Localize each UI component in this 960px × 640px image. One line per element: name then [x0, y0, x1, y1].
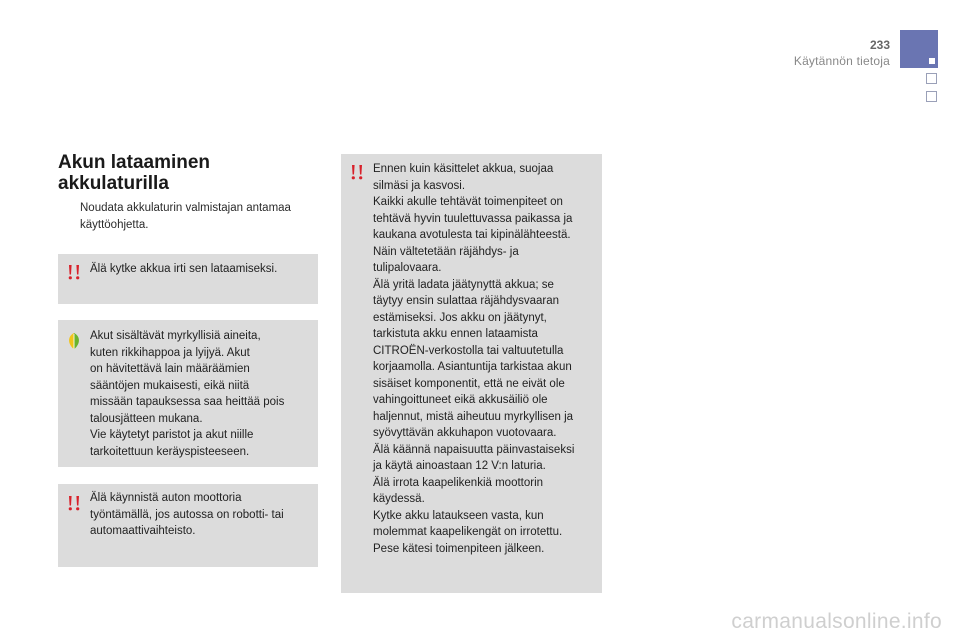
exclamation-warning-icon — [65, 263, 83, 281]
instruction-item — [58, 200, 320, 234]
environment-text: Akut sisältävät myrkyllisiä aineita, kuten rikkihappoa ja lyijyä. Akut on hävitettävä lain määräämien sääntöjen mukaisesti, eikä niitä missään tapauksessa saa heittää pois talousjätteen mukana. Vie käytetyt paristot ja akut niille tarkoitettuun keräyspisteeseen. — [90, 330, 285, 458]
environment-note — [58, 320, 318, 467]
exclamation-warning-icon — [65, 494, 83, 512]
warning-note — [58, 254, 318, 304]
warning-text: Älä käynnistä auton moottoria työntämällä, jos autossa on robotti- tai automaattivaihteisto. — [90, 492, 284, 537]
exclamation-warning-icon — [348, 163, 366, 181]
warning-text: Ennen kuin käsittelet akkua, suojaa silmäsi ja kasvosi. Kaikki akulle tehtävät toimenpiteet on tehtävä hyvin tuulettuvassa paikassa ja kaukana avotulesta tai kipinälähteestä. Näin vältetetään räjähdys- ja tulipalovaara. Älä yritä ladata jäätynyttä akkua; se täytyy ensin sulattaa räjähdysvaaran estämiseksi. Jos akku on jäätynyt, tarkistuta akku ennen lataamista CITROËN-verkostolla tai valtuutetulla korjaamolla. Asiantuntija tarkistaa akun sisäiset komponentit, että ne eivät ole vahingoittuneet eikä akkusäiliö ole haljennut, mistä aiheutuu myrkyllisen ja syövyttävän akkuhapon vuotovaara. Älä käännä napaisuutta päinvastaiseksi ja käytä ainoastaan 12 V:n laturia. Älä irrota kaapelikenkiä moottorin käydessä. Kytke akku lataukseen vasta, kun molemmat kaapelikengät on irrotettu. Pese kätesi toimenpiteen jälkeen. — [373, 163, 575, 555]
instruction-text: Noudata akkulaturin valmistajan antamaa käyttöohjetta. — [80, 202, 291, 231]
bullet-marker — [58, 200, 80, 234]
leaf-eco-icon — [65, 332, 83, 350]
warning-note — [58, 484, 318, 567]
warning-note — [341, 154, 602, 593]
section-tab-empty[interactable] — [926, 91, 937, 102]
watermark: carmanualsonline.info — [731, 610, 942, 633]
section-name: Käytännön tietoja — [793, 54, 890, 68]
page-title: Akun lataaminen akkulaturilla — [58, 152, 211, 194]
section-tab-active[interactable] — [900, 30, 938, 68]
section-tab-empty[interactable] — [926, 73, 937, 84]
warning-text: Älä kytke akkua irti sen lataamiseksi. — [90, 263, 278, 275]
page-number: 233 — [869, 38, 890, 52]
